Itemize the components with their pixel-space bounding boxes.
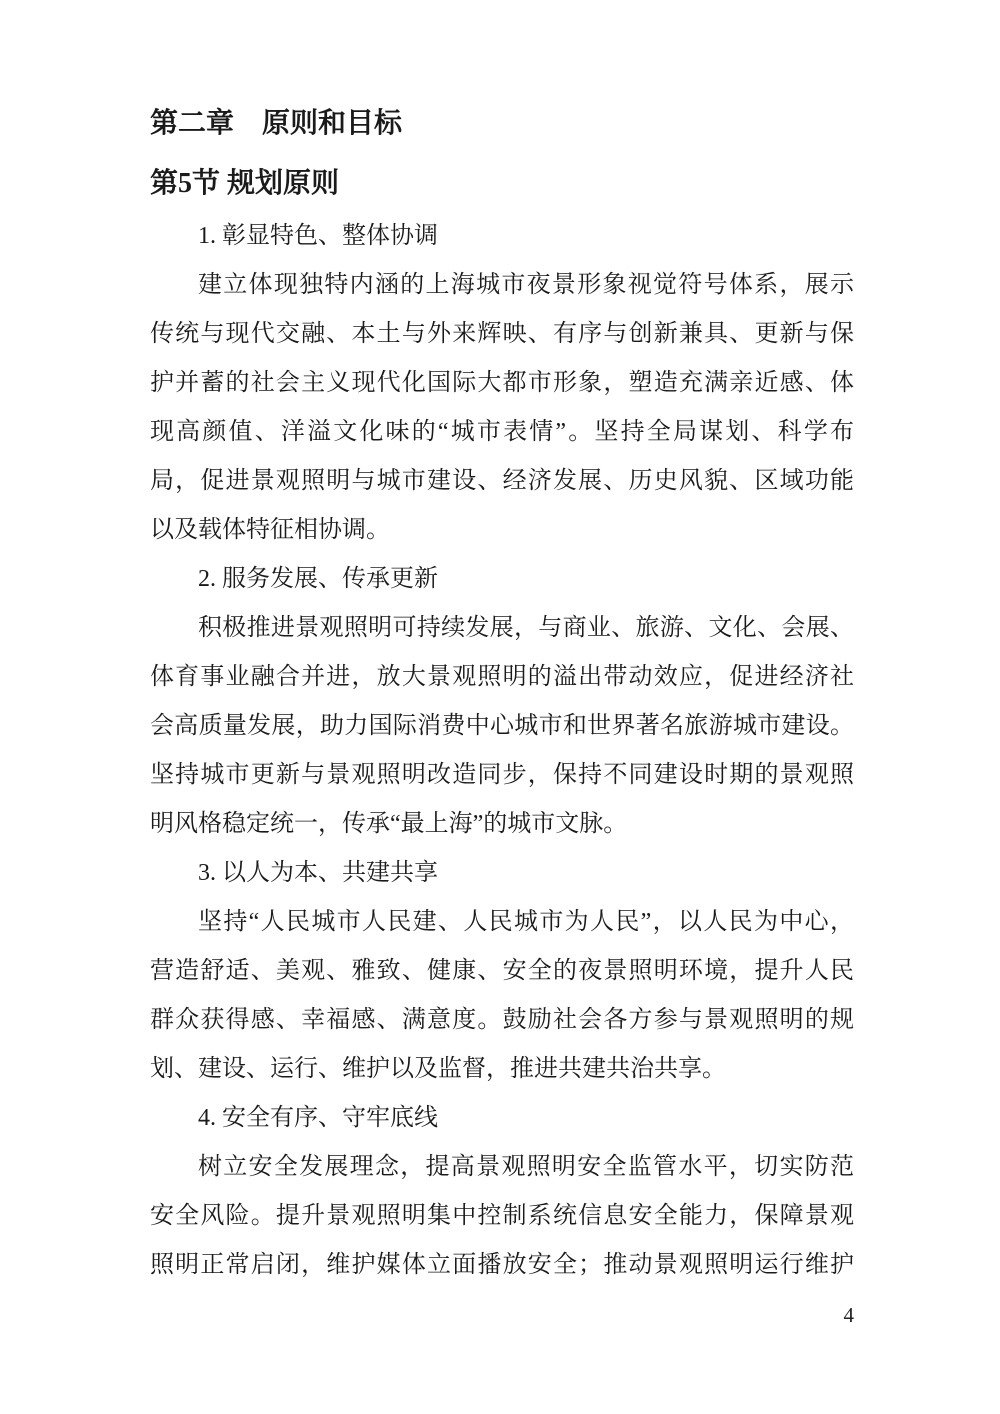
body-line: 坚持城市更新与景观照明改造同步，保持不同建设时期的景观照	[150, 762, 854, 788]
body-line: 坚持“人民城市人民建、人民城市为人民”，以人民为中心，	[198, 909, 854, 935]
body-line: 以及载体特征相协调。	[150, 517, 390, 543]
item-4-heading: 4. 安全有序、守牢底线	[198, 1105, 438, 1131]
item-1-heading: 1. 彰显特色、整体协调	[198, 223, 438, 249]
chapter-heading: 第二章 原则和目标	[150, 108, 403, 139]
body-line: 安全风险。提升景观照明集中控制系统信息安全能力，保障景观	[150, 1203, 854, 1229]
body-line: 现高颜值、洋溢文化味的“城市表情”。坚持全局谋划、科学布	[150, 419, 854, 445]
body-line: 护并蓄的社会主义现代化国际大都市形象，塑造充满亲近感、体	[150, 370, 854, 396]
body-line: 会高质量发展，助力国际消费中心城市和世界著名旅游城市建设。	[150, 713, 854, 739]
body-line: 树立安全发展理念，提高景观照明安全监管水平，切实防范	[198, 1154, 854, 1180]
body-line: 群众获得感、幸福感、满意度。鼓励社会各方参与景观照明的规	[150, 1007, 854, 1033]
body-line: 局，促进景观照明与城市建设、经济发展、历史风貌、区域功能	[150, 468, 854, 494]
body-line: 划、建设、运行、维护以及监督，推进共建共治共享。	[150, 1056, 726, 1082]
body-line: 照明正常启闭，维护媒体立面播放安全；推动景观照明运行维护	[150, 1252, 854, 1278]
item-3-heading: 3. 以人为本、共建共享	[198, 860, 438, 886]
page-number: 4	[843, 1303, 854, 1327]
item-2-heading: 2. 服务发展、传承更新	[198, 566, 438, 592]
body-line: 传统与现代交融、本土与外来辉映、有序与创新兼具、更新与保	[150, 321, 854, 347]
section-heading: 第5节 规划原则	[150, 168, 340, 199]
body-line: 体育事业融合并进，放大景观照明的溢出带动效应，促进经济社	[150, 664, 854, 690]
body-line: 明风格稳定统一，传承“最上海”的城市文脉。	[150, 811, 628, 837]
body-line: 积极推进景观照明可持续发展，与商业、旅游、文化、会展、	[198, 615, 854, 641]
body-line: 营造舒适、美观、雅致、健康、安全的夜景照明环境，提升人民	[150, 958, 854, 984]
body-line: 建立体现独特内涵的上海城市夜景形象视觉符号体系，展示	[198, 272, 854, 298]
page-content	[150, 104, 854, 1290]
